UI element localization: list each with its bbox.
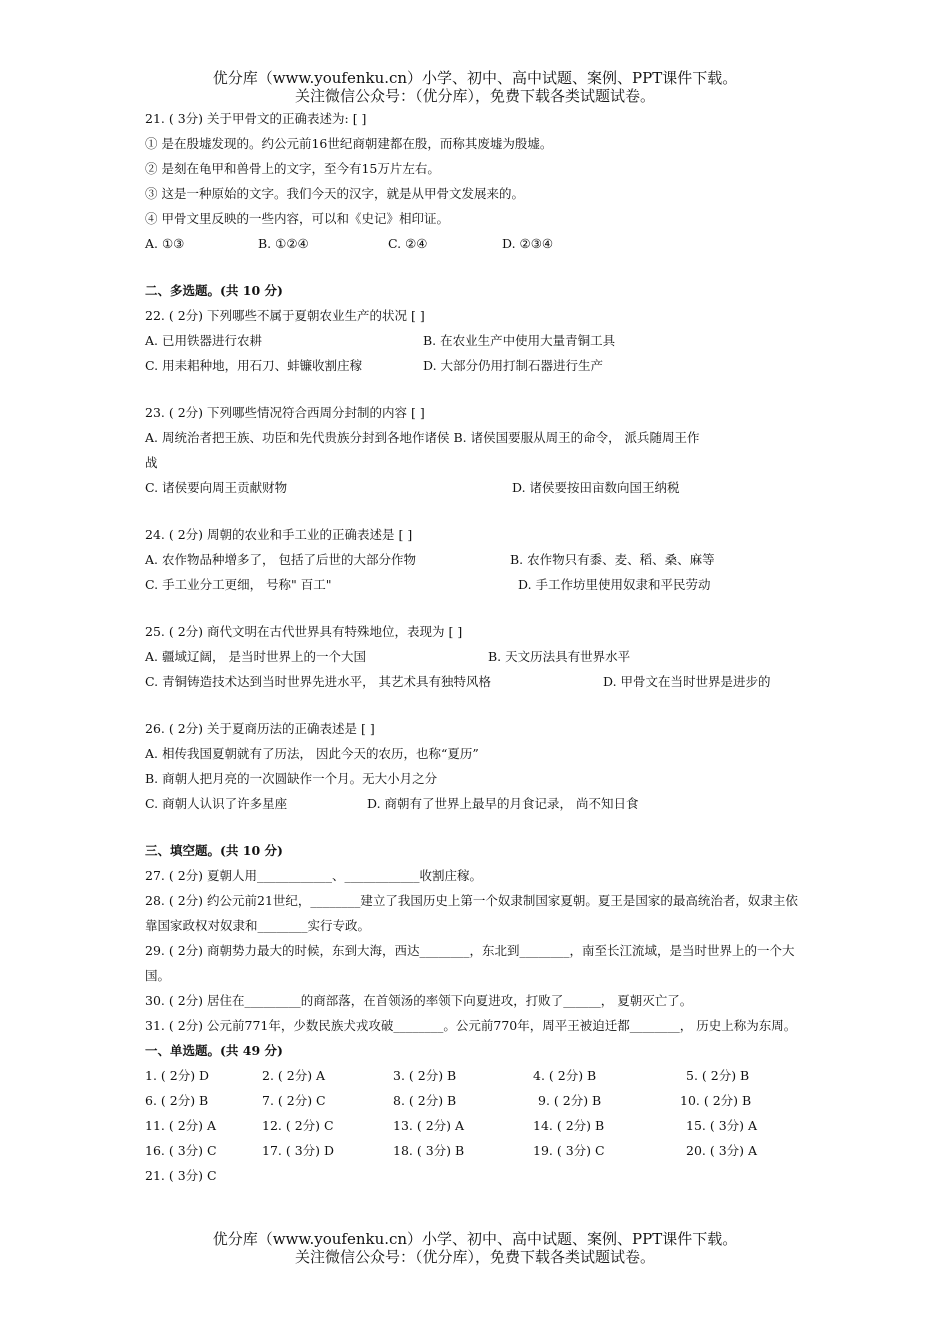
q26-option-a: A. 相传我国夏朝就有了历法， 因此今天的农历，也称“夏历”: [145, 746, 479, 761]
q22-option-b: B. 在农业生产中使用大量青铜工具: [423, 333, 616, 348]
q26-option-b: B. 商朝人把月亮的一次圆缺作一个月。无大小月之分: [145, 771, 438, 786]
q21-option-c: C. ②④: [388, 236, 428, 251]
header-line-1: 优分库（www.youfenku.cn）小学、初中、高中试题、案例、PPT课件下载。: [212, 69, 738, 87]
q26-option-d: D. 商朝有了世界上最早的月食记录， 尚不知日食: [367, 796, 639, 811]
q22-options-ab: [145, 328, 810, 353]
answer-item: 5. ( 2分) B: [686, 1068, 750, 1083]
answers-row-4: [145, 1138, 810, 1163]
answer-item: 19. ( 3分) C: [533, 1143, 605, 1158]
q25-option-c: C. 青铜铸造技术达到当时世界先进水平， 其艺术具有独特风格: [145, 674, 492, 689]
q28: 28. ( 2分) 约公元前21世纪，________建立了我国历史上第一个奴隶制国家夏朝。夏王是国家的最高统治者，奴隶主依靠国家政权对奴隶和________实行专政。: [145, 893, 798, 933]
q21-statement-4: ④ 甲骨文里反映的一些内容，可以和《史记》相印证。: [145, 211, 449, 226]
footer-line-1: 优分库（www.youfenku.cn）小学、初中、高中试题、案例、PPT课件下载。: [212, 1230, 738, 1248]
section-2-heading: 二、多选题。(共 10 分): [145, 283, 283, 298]
section-3-heading: 三、填空题。(共 10 分): [145, 843, 283, 858]
answers-row-3: [145, 1113, 810, 1138]
answer-item: 12. ( 2分) C: [262, 1118, 334, 1133]
answer-item: 21. ( 3分) C: [145, 1168, 217, 1183]
q23-options-ab-cont: 战: [145, 455, 158, 470]
q24-option-d: D. 手工作坊里使用奴隶和平民劳动: [518, 577, 711, 592]
q22-option-c: C. 用耒耜种地，用石刀、蚌镰收割庄稼: [145, 358, 363, 373]
q23-options-ab: A. 周统治者把王族、功臣和先代贵族分封到各地作诸侯 B. 诸侯国要服从周王的命令， 派兵随周王作: [145, 430, 700, 445]
document-body: [145, 106, 810, 1188]
answer-item: 14. ( 2分) B: [533, 1118, 605, 1133]
q24-option-c: C. 手工业分工更细， 号称" 百工": [145, 577, 332, 592]
q25-option-b: B. 天文历法具有世界水平: [488, 649, 631, 664]
q23-option-d: D. 诸侯要按田亩数向国王纳税: [512, 480, 680, 495]
q22-options-cd: [145, 353, 810, 378]
q24-option-a: A. 农作物品种增多了， 包括了后世的大部分作物: [145, 552, 416, 567]
header-line-2: 关注微信公众号：（优分库），免费下载各类试题试卷。: [294, 87, 655, 105]
answer-item: 13. ( 2分) A: [393, 1118, 465, 1133]
answer-item: 8. ( 2分) B: [393, 1093, 457, 1108]
q21-option-d: D. ②③④: [502, 236, 554, 251]
q25-options-cd: [145, 669, 810, 694]
answers-row-5: [145, 1163, 810, 1188]
q21-statement-2: ② 是刻在龟甲和兽骨上的文字，至今有15万片左右。: [145, 161, 440, 176]
q26-options-cd: [145, 791, 810, 816]
answer-item: 9. ( 2分) B: [538, 1093, 602, 1108]
q24-options-ab: [145, 547, 810, 572]
answer-item: 3. ( 2分) B: [393, 1068, 457, 1083]
q24-options-cd: [145, 572, 810, 597]
footer-line-2: 关注微信公众号：（优分库），免费下载各类试题试卷。: [294, 1248, 655, 1266]
q25-stem: 25. ( 2分) 商代文明在古代世界具有特殊地位，表现为 [ ]: [145, 624, 463, 639]
answer-item: 17. ( 3分) D: [262, 1143, 335, 1158]
answer-item: 11. ( 2分) A: [145, 1118, 217, 1133]
answers-row-2: [145, 1088, 810, 1113]
answer-item: 1. ( 2分) D: [145, 1068, 210, 1083]
q21-statement-3: ③ 这是一种原始的文字。我们今天的汉字，就是从甲骨文发展来的。: [145, 186, 524, 201]
q26-stem: 26. ( 2分) 关于夏商历法的正确表述是 [ ]: [145, 721, 375, 736]
q22-option-d: D. 大部分仍用打制石器进行生产: [423, 358, 604, 373]
q25-option-d: D. 甲骨文在当时世界是进步的: [603, 674, 771, 689]
q21-stem: 21. ( 3分) 关于甲骨文的正确表述为: [ ]: [145, 111, 367, 126]
answer-item: 10. ( 2分) B: [680, 1093, 752, 1108]
q27: 27. ( 2分) 夏朝人用____________、____________收割庄稼。: [145, 868, 483, 883]
q24-stem: 24. ( 2分) 周朝的农业和手工业的正确表述是 [ ]: [145, 527, 413, 542]
q22-option-a: A. 已用铁器进行农耕: [145, 333, 262, 348]
q23-stem: 23. ( 2分) 下列哪些情况符合西周分封制的内容 [ ]: [145, 405, 425, 420]
answer-item: 7. ( 2分) C: [262, 1093, 326, 1108]
q21-statement-1: ① 是在殷墟发现的。约公元前16世纪商朝建都在殷，而称其废墟为殷墟。: [145, 136, 553, 151]
answer-item: 16. ( 3分) C: [145, 1143, 217, 1158]
q23-options-cd: [145, 475, 810, 500]
q25-options-ab: [145, 644, 810, 669]
answer-item: 18. ( 3分) B: [393, 1143, 465, 1158]
q31: 31. ( 2分) 公元前771年，少数民族犬戎攻破________。公元前770年，周平王被迫迁都________， 历史上称为东周。: [145, 1018, 797, 1033]
answer-item: 6. ( 2分) B: [145, 1093, 209, 1108]
answers-row-1: [145, 1063, 810, 1088]
q21-options: [145, 231, 810, 256]
q21-option-b: B. ①②④: [258, 236, 309, 251]
q21-option-a: A. ①③: [145, 236, 185, 251]
answer-item: 20. ( 3分) A: [686, 1143, 758, 1158]
q29: 29. ( 2分) 商朝势力最大的时候，东到大海，西达________，东北到________，南至长江流域，是当时世界上的一个大国。: [145, 943, 795, 983]
answer-item: 2. ( 2分) A: [262, 1068, 326, 1083]
q26-option-c: C. 商朝人认识了许多星座: [145, 796, 288, 811]
q22-stem: 22. ( 2分) 下列哪些不属于夏朝农业生产的状况 [ ]: [145, 308, 425, 323]
page-header: [0, 69, 950, 105]
page-footer: [0, 1230, 950, 1266]
answer-item: 15. ( 3分) A: [686, 1118, 758, 1133]
q30: 30. ( 2分) 居住在_________的商部落，在首领汤的率领下向夏进攻，打败了______， 夏朝灭亡了。: [145, 993, 693, 1008]
answers-heading: 一、单选题。(共 49 分): [145, 1043, 283, 1058]
q24-option-b: B. 农作物只有黍、麦、稻、桑、麻等: [510, 552, 715, 567]
q23-option-c: C. 诸侯要向周王贡献财物: [145, 480, 288, 495]
q25-option-a: A. 疆域辽阔， 是当时世界上的一个大国: [145, 649, 366, 664]
answer-item: 4. ( 2分) B: [533, 1068, 597, 1083]
